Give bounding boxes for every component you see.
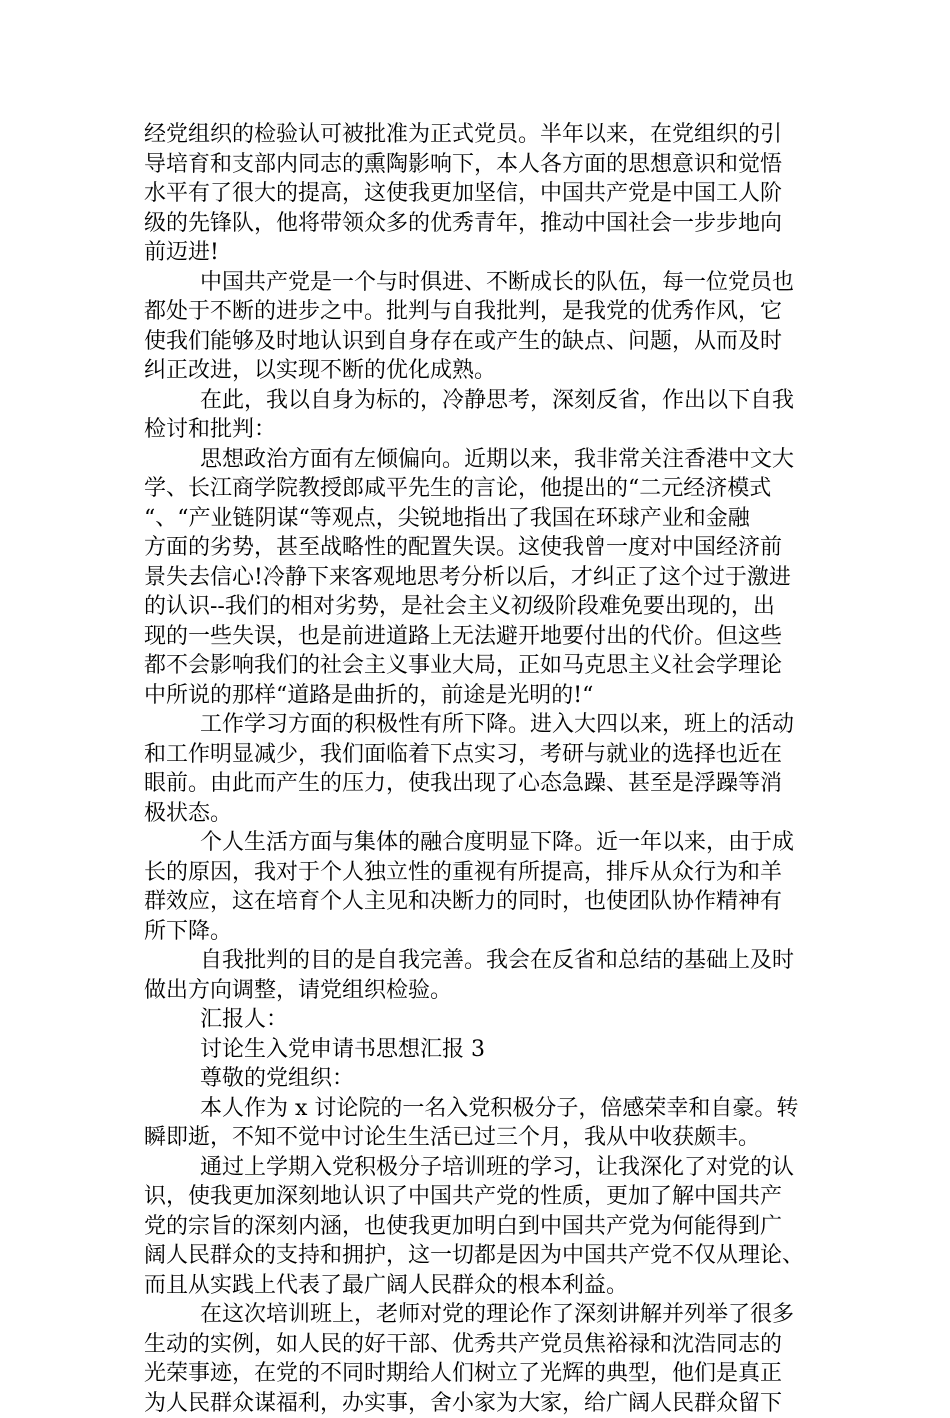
paragraph-first-line: 思想政治方面有左倾偏向。近期以来，我非常关注香港中文大: [144, 445, 814, 475]
text-line: “、“产业链阴谋“等观点，尖锐地指出了我国在环球产业和金融: [144, 504, 814, 534]
paragraph-first-line: 汇报人：: [144, 1005, 814, 1035]
document-body: [144, 120, 814, 1418]
text-line: 使我们能够及时地认识到自身存在或产生的缺点、问题，从而及时: [144, 327, 814, 357]
text-line: 经党组织的检验认可被批准为正式党员。半年以来，在党组织的引: [144, 120, 814, 150]
paragraph-first-line: 尊敬的党组织：: [144, 1064, 814, 1094]
text-line: 学、长江商学院教授郎咸平先生的言论，他提出的“二元经济模式: [144, 474, 814, 504]
paragraph-first-line: 自我批判的目的是自我完善。我会在反省和总结的基础上及时: [144, 946, 814, 976]
paragraph-first-line: 在此，我以自身为标的，冷静思考，深刻反省，作出以下自我: [144, 386, 814, 416]
text-line: 方面的劣势，甚至战略性的配置失误。这使我曾一度对中国经济前: [144, 533, 814, 563]
text-line: 极状态。: [144, 799, 814, 829]
text-line: 都处于不断的进步之中。批判与自我批判，是我党的优秀作风，它: [144, 297, 814, 327]
text-line: 为人民群众谋福利，办实事，舍小家为大家，给广阔人民群众留下: [144, 1389, 814, 1418]
text-line: 做出方向调整，请党组织检验。: [144, 976, 814, 1006]
text-line: 纠正改进，以实现不断的优化成熟。: [144, 356, 814, 386]
text-line: 群效应，这在培育个人主见和决断力的同时，也使团队协作精神有: [144, 887, 814, 917]
paragraph-first-line: 本人作为 x 讨论院的一名入党积极分子，倍感荣幸和自豪。转: [144, 1094, 814, 1124]
text-line: 前迈进!: [144, 238, 814, 268]
paragraph-first-line: 通过上学期入党积极分子培训班的学习，让我深化了对党的认: [144, 1153, 814, 1183]
text-line: 中所说的那样“道路是曲折的，前途是光明的!“: [144, 681, 814, 711]
text-line: 光荣事迹，在党的不同时期给人们树立了光辉的典型，他们是真正: [144, 1359, 814, 1389]
text-line: 水平有了很大的提高，这使我更加坚信，中国共产党是中国工人阶: [144, 179, 814, 209]
text-line: 级的先锋队，他将带领众多的优秀青年，推动中国社会一步步地向: [144, 209, 814, 239]
paragraph-first-line: 讨论生入党申请书思想汇报 3: [144, 1035, 814, 1065]
text-line: 和工作明显减少，我们面临着下点实习，考研与就业的选择也近在: [144, 740, 814, 770]
text-line: 而且从实践上代表了最广阔人民群众的根本利益。: [144, 1271, 814, 1301]
text-line: 现的一些失误，也是前进道路上无法避开地要付出的代价。但这些: [144, 622, 814, 652]
paragraph-first-line: 在这次培训班上，老师对党的理论作了深刻讲解并列举了很多: [144, 1300, 814, 1330]
text-line: 所下降。: [144, 917, 814, 947]
text-line: 的认识--我们的相对劣势，是社会主义初级阶段难免要出现的，出: [144, 592, 814, 622]
paragraph-first-line: 中国共产党是一个与时俱进、不断成长的队伍，每一位党员也: [144, 268, 814, 298]
paragraph-first-line: 工作学习方面的积极性有所下降。进入大四以来，班上的活动: [144, 710, 814, 740]
text-line: 检讨和批判：: [144, 415, 814, 445]
text-line: 导培育和支部内同志的熏陶影响下，本人各方面的思想意识和觉悟: [144, 150, 814, 180]
text-line: 眼前。由此而产生的压力，使我出现了心态急躁、甚至是浮躁等消: [144, 769, 814, 799]
text-line: 生动的实例，如人民的好干部、优秀共产党员焦裕禄和沈浩同志的: [144, 1330, 814, 1360]
text-line: 瞬即逝，不知不觉中讨论生生活已过三个月，我从中收获颇丰。: [144, 1123, 814, 1153]
text-line: 识，使我更加深刻地认识了中国共产党的性质，更加了解中国共产: [144, 1182, 814, 1212]
text-line: 阔人民群众的支持和拥护，这一切都是因为中国共产党不仅从理论、: [144, 1241, 814, 1271]
text-line: 景失去信心!冷静下来客观地思考分析以后，才纠正了这个过于激进: [144, 563, 814, 593]
paragraph-first-line: 个人生活方面与集体的融合度明显下降。近一年以来，由于成: [144, 828, 814, 858]
text-line: 党的宗旨的深刻内涵，也使我更加明白到中国共产党为何能得到广: [144, 1212, 814, 1242]
text-line: 都不会影响我们的社会主义事业大局，正如马克思主义社会学理论: [144, 651, 814, 681]
text-line: 长的原因，我对于个人独立性的重视有所提高，排斥从众行为和羊: [144, 858, 814, 888]
